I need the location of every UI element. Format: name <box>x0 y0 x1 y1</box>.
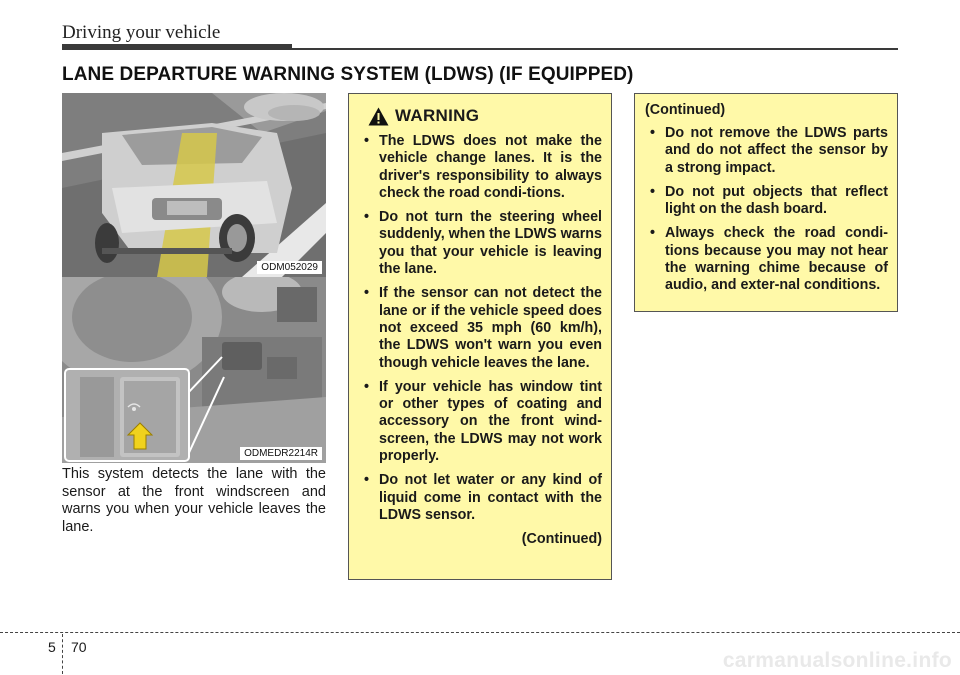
figure-code: ODMEDR2214R <box>240 447 322 460</box>
footer-site: carmanualsonline.info <box>722 649 952 672</box>
chapter-number: 5 <box>48 639 56 655</box>
bullet-dot-icon: • <box>364 378 370 395</box>
footer-rule <box>0 632 960 633</box>
list-item: • The LDWS does not make the vehicle change lanes. It is the driver's responsibility to always check the road condi-tions. <box>364 133 602 201</box>
continued-box <box>634 93 898 312</box>
bullet-dot-icon: • <box>650 183 656 200</box>
body-paragraph: This system detects the lane with the sensor at the front windscreen and warns you when your vehicle leaves the lane. <box>62 466 326 535</box>
bullet-dot-icon: • <box>364 472 370 489</box>
figure-car-lane <box>62 93 326 277</box>
header-rule-thick <box>62 44 292 50</box>
car-illustration <box>62 93 326 277</box>
figure-ldws-switch <box>62 277 326 463</box>
list-item: • If the sensor can not detect the lane or if the vehicle speed does not exceed 35 mph (60 km/h), the LDWS won't warn you even though vehicle leaves the lane. <box>364 285 602 371</box>
list-item: • Do not let water or any kind of liquid come in contact with the LDWS sensor. <box>364 472 602 523</box>
continued-list <box>644 125 888 295</box>
warning-title: WARNING <box>395 106 480 125</box>
figure-code: ODM052029 <box>257 261 322 274</box>
warning-box <box>348 93 612 580</box>
page-number: 70 <box>71 639 87 655</box>
interior-illustration <box>62 277 326 463</box>
list-item: • Do not remove the LDWS parts and do not affect the sensor by a strong impact. <box>650 125 888 176</box>
section-header: Driving your vehicle <box>62 22 221 43</box>
list-item: • Do not turn the steering wheel suddenly, when the LDWS warns you that your vehicle is leaving the lane. <box>364 209 602 278</box>
bullet-dot-icon: • <box>650 225 656 242</box>
continued-label: (Continued) <box>521 531 602 548</box>
list-item: • If your vehicle has window tint or other types of coating and accessory on the front wind-screen, the LDWS may not work properly. <box>364 378 602 465</box>
bullet-dot-icon: • <box>650 125 656 141</box>
bullet-dot-icon: • <box>364 133 370 149</box>
header-rule-thin <box>292 48 898 50</box>
continued-heading: (Continued) <box>645 102 726 118</box>
warning-triangle-icon <box>368 107 389 126</box>
bullet-dot-icon: • <box>364 209 370 226</box>
footer-divider <box>62 634 63 674</box>
list-item: • Always check the road condi-tions because you may not hear the warning chime because of audio, and exter-nal conditions. <box>650 225 888 294</box>
warning-header <box>368 106 602 126</box>
bullet-dot-icon: • <box>364 285 370 302</box>
list-item: • Do not put objects that reflect light on the dash board. <box>650 183 888 218</box>
page-title: LANE DEPARTURE WARNING SYSTEM (LDWS) (IF EQUIPPED) <box>62 64 634 85</box>
warning-list <box>358 133 602 524</box>
